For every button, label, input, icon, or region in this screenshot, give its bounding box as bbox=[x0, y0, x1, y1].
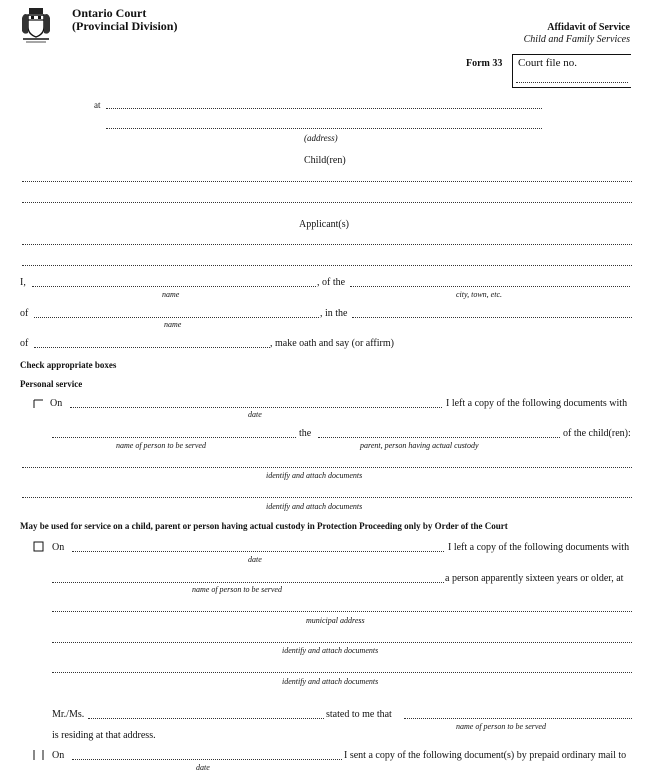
date-line-1[interactable] bbox=[70, 407, 442, 408]
mr-ms-line[interactable] bbox=[88, 718, 324, 719]
sent-copy-text: I sent a copy of the following document(s) by prepaid ordinary mail to bbox=[344, 750, 627, 761]
personal-service-checkbox[interactable] bbox=[33, 398, 45, 410]
of-line-2[interactable] bbox=[34, 347, 270, 348]
date-caption-3: date bbox=[196, 763, 210, 772]
person-served-caption-2: name of person to be served bbox=[192, 585, 282, 594]
court-division: (Provincial Division) bbox=[72, 19, 178, 33]
applicants-line-1[interactable] bbox=[22, 244, 632, 245]
on-label-3: On bbox=[52, 750, 65, 761]
documents-line-4[interactable] bbox=[52, 672, 632, 673]
i-label: I, bbox=[20, 277, 26, 288]
left-copy-text-1: I left a copy of the following documents with bbox=[446, 398, 628, 409]
oath-text: , make oath and say (or affirm) bbox=[270, 338, 394, 349]
of-the-children-text: of the child(ren): bbox=[563, 428, 631, 439]
form-subtitle: Child and Family Services bbox=[523, 34, 630, 45]
name-caption-2: name bbox=[164, 320, 182, 329]
substitute-service-checkbox[interactable] bbox=[33, 541, 45, 553]
on-label-2: On bbox=[52, 542, 65, 553]
address-line-1[interactable] bbox=[106, 108, 542, 109]
parent-custody-line[interactable] bbox=[318, 437, 560, 438]
of-label-2: of bbox=[20, 338, 29, 349]
court-name: Ontario Court bbox=[72, 6, 147, 20]
mail-service-checkbox[interactable] bbox=[33, 749, 45, 761]
identify-docs-caption-1: identify and attach documents bbox=[266, 471, 363, 480]
stated-person-line[interactable] bbox=[404, 718, 632, 719]
municipal-address-caption: municipal address bbox=[306, 616, 365, 625]
documents-line-2[interactable] bbox=[22, 497, 632, 498]
form-title: Affidavit of Service bbox=[547, 22, 630, 33]
documents-line-3[interactable] bbox=[52, 642, 632, 643]
name-caption: name bbox=[162, 290, 180, 299]
city-caption: city, town, etc. bbox=[456, 290, 502, 299]
sixteen-years-text: a person apparently sixteen years or older, at bbox=[445, 573, 624, 584]
date-caption-2: date bbox=[248, 555, 262, 564]
documents-line-1[interactable] bbox=[22, 467, 632, 468]
in-the-label: , in the bbox=[320, 308, 348, 319]
of-line[interactable] bbox=[34, 317, 319, 318]
in-the-line[interactable] bbox=[352, 317, 632, 318]
at-label: at bbox=[94, 100, 101, 110]
residing-text: is residing at that address. bbox=[52, 730, 156, 741]
protection-proceeding-heading: May be used for service on a child, parent or person having actual custody in Protection Proceeding only by Order of the Court bbox=[20, 521, 508, 531]
applicants-heading: Applicant(s) bbox=[299, 219, 349, 230]
of-the-label: , of the bbox=[317, 277, 346, 288]
identify-docs-caption-3: identify and attach documents bbox=[282, 646, 379, 655]
date-line-3[interactable] bbox=[72, 759, 342, 760]
person-served-caption-1: name of person to be served bbox=[116, 441, 206, 450]
ontario-coat-of-arms-icon bbox=[20, 6, 52, 44]
person-served-caption-3: name of person to be served bbox=[456, 722, 546, 731]
person-served-line-2[interactable] bbox=[52, 582, 444, 583]
check-boxes-heading: Check appropriate boxes bbox=[20, 360, 117, 370]
city-line[interactable] bbox=[350, 286, 630, 287]
children-line-2[interactable] bbox=[22, 202, 632, 203]
the-label: the bbox=[299, 428, 312, 439]
identify-docs-caption-4: identify and attach documents bbox=[282, 677, 379, 686]
form-number: Form 33 bbox=[466, 58, 503, 69]
parent-custody-caption: parent, person having actual custody bbox=[360, 441, 479, 450]
deponent-name-line[interactable] bbox=[32, 286, 316, 287]
date-line-2[interactable] bbox=[72, 551, 444, 552]
stated-to-me-text: stated to me that bbox=[326, 709, 392, 720]
address-line-2[interactable] bbox=[106, 128, 542, 129]
children-heading: Child(ren) bbox=[304, 155, 346, 166]
court-file-label: Court file no. bbox=[518, 57, 577, 69]
municipal-address-line[interactable] bbox=[52, 611, 632, 612]
address-caption: (address) bbox=[304, 133, 338, 143]
applicants-line-2[interactable] bbox=[22, 265, 632, 266]
mr-ms-label: Mr./Ms. bbox=[52, 709, 85, 720]
of-label: of bbox=[20, 308, 29, 319]
on-label-1: On bbox=[50, 398, 63, 409]
left-copy-text-2: I left a copy of the following documents with bbox=[448, 542, 630, 553]
children-line-1[interactable] bbox=[22, 181, 632, 182]
person-served-line-1[interactable] bbox=[52, 437, 296, 438]
personal-service-heading: Personal service bbox=[20, 379, 83, 389]
identify-docs-caption-2: identify and attach documents bbox=[266, 502, 363, 511]
court-file-line bbox=[516, 82, 628, 83]
date-caption-1: date bbox=[248, 410, 262, 419]
